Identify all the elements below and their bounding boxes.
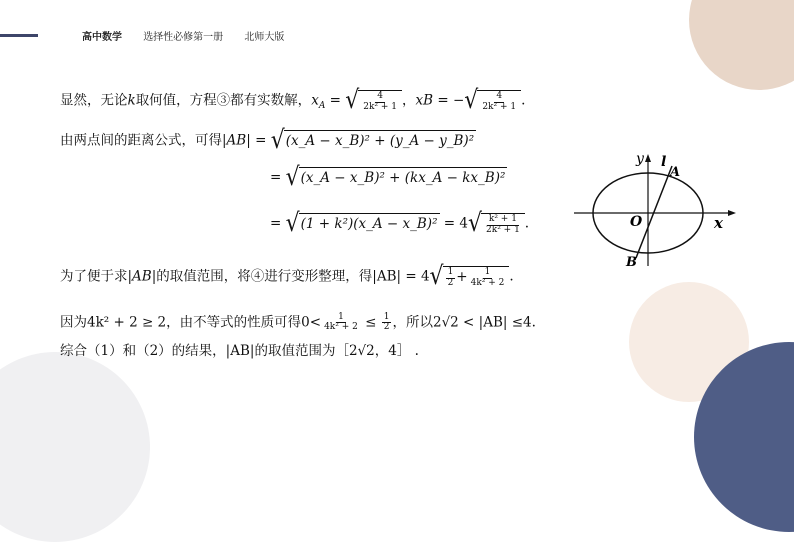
line-solution-existence: 显然，无论k取何值，方程③都有实数解，$x_A$ = √ $\frac{4}{\text{2k² + 1}}$ ，xB = − √ $\frac{4}{\text{2k² + 1}}$ . (60, 86, 526, 115)
line-substitution: = √ (x_A − x_B)² + (kx_A − kx_B)² (270, 163, 506, 192)
label-A: A (670, 165, 681, 180)
ellipse-diagram (566, 148, 746, 270)
x-axis-arrow (728, 210, 736, 216)
line-inequality: 因为4k² + 2 ≥ 2，由不等式的性质可得0< $\frac{1}{\text{4k² + 2}}$ ≤ $\frac{1}{2}$ ，所以2√2 < |AB| ≤4. (60, 312, 536, 333)
label-x: x (714, 214, 723, 232)
page-header (82, 28, 302, 43)
y-axis-arrow (645, 154, 651, 162)
line-transform: 为了便于求|AB|的取值范围，将④进行变形整理，得|AB| = 4 √ $\frac{1}{2}$ + $\frac{1}{\text{4k² + 2}}$ . (60, 262, 514, 291)
label-l: l (661, 154, 667, 170)
header-accent-bar (0, 34, 38, 37)
line-conclusion: 综合（1）和（2）的结果，|AB|的取值范围为［2√2，4］ . (60, 343, 419, 359)
header-book: 选择性必修第一册 (143, 32, 224, 43)
sqrt-xa: √ $\frac{4}{\text{2k² + 1}}$ (345, 90, 402, 112)
header-subject: 高中数学 (82, 32, 122, 43)
line-l (636, 166, 672, 258)
decor-circle-tan (689, 0, 794, 90)
header-publisher: 北师大版 (244, 32, 285, 43)
line-simplified: = √ (1 + k²)(x_A − x_B)² = 4 √ $\frac{\text{k² + 1}}{\text{2k² + 1}}$ . (270, 209, 530, 238)
label-O: O (630, 214, 643, 230)
sqrt-xb: √ $\frac{4}{\text{2k² + 1}}$ (464, 90, 521, 112)
label-y: y (636, 151, 644, 167)
label-B: B (626, 255, 637, 270)
decor-circle-grey (0, 352, 150, 542)
line-distance-formula: 由两点间的距离公式，可得|AB| = √ (x_A − x_B)² + (y_A − y_B)² (60, 126, 475, 155)
